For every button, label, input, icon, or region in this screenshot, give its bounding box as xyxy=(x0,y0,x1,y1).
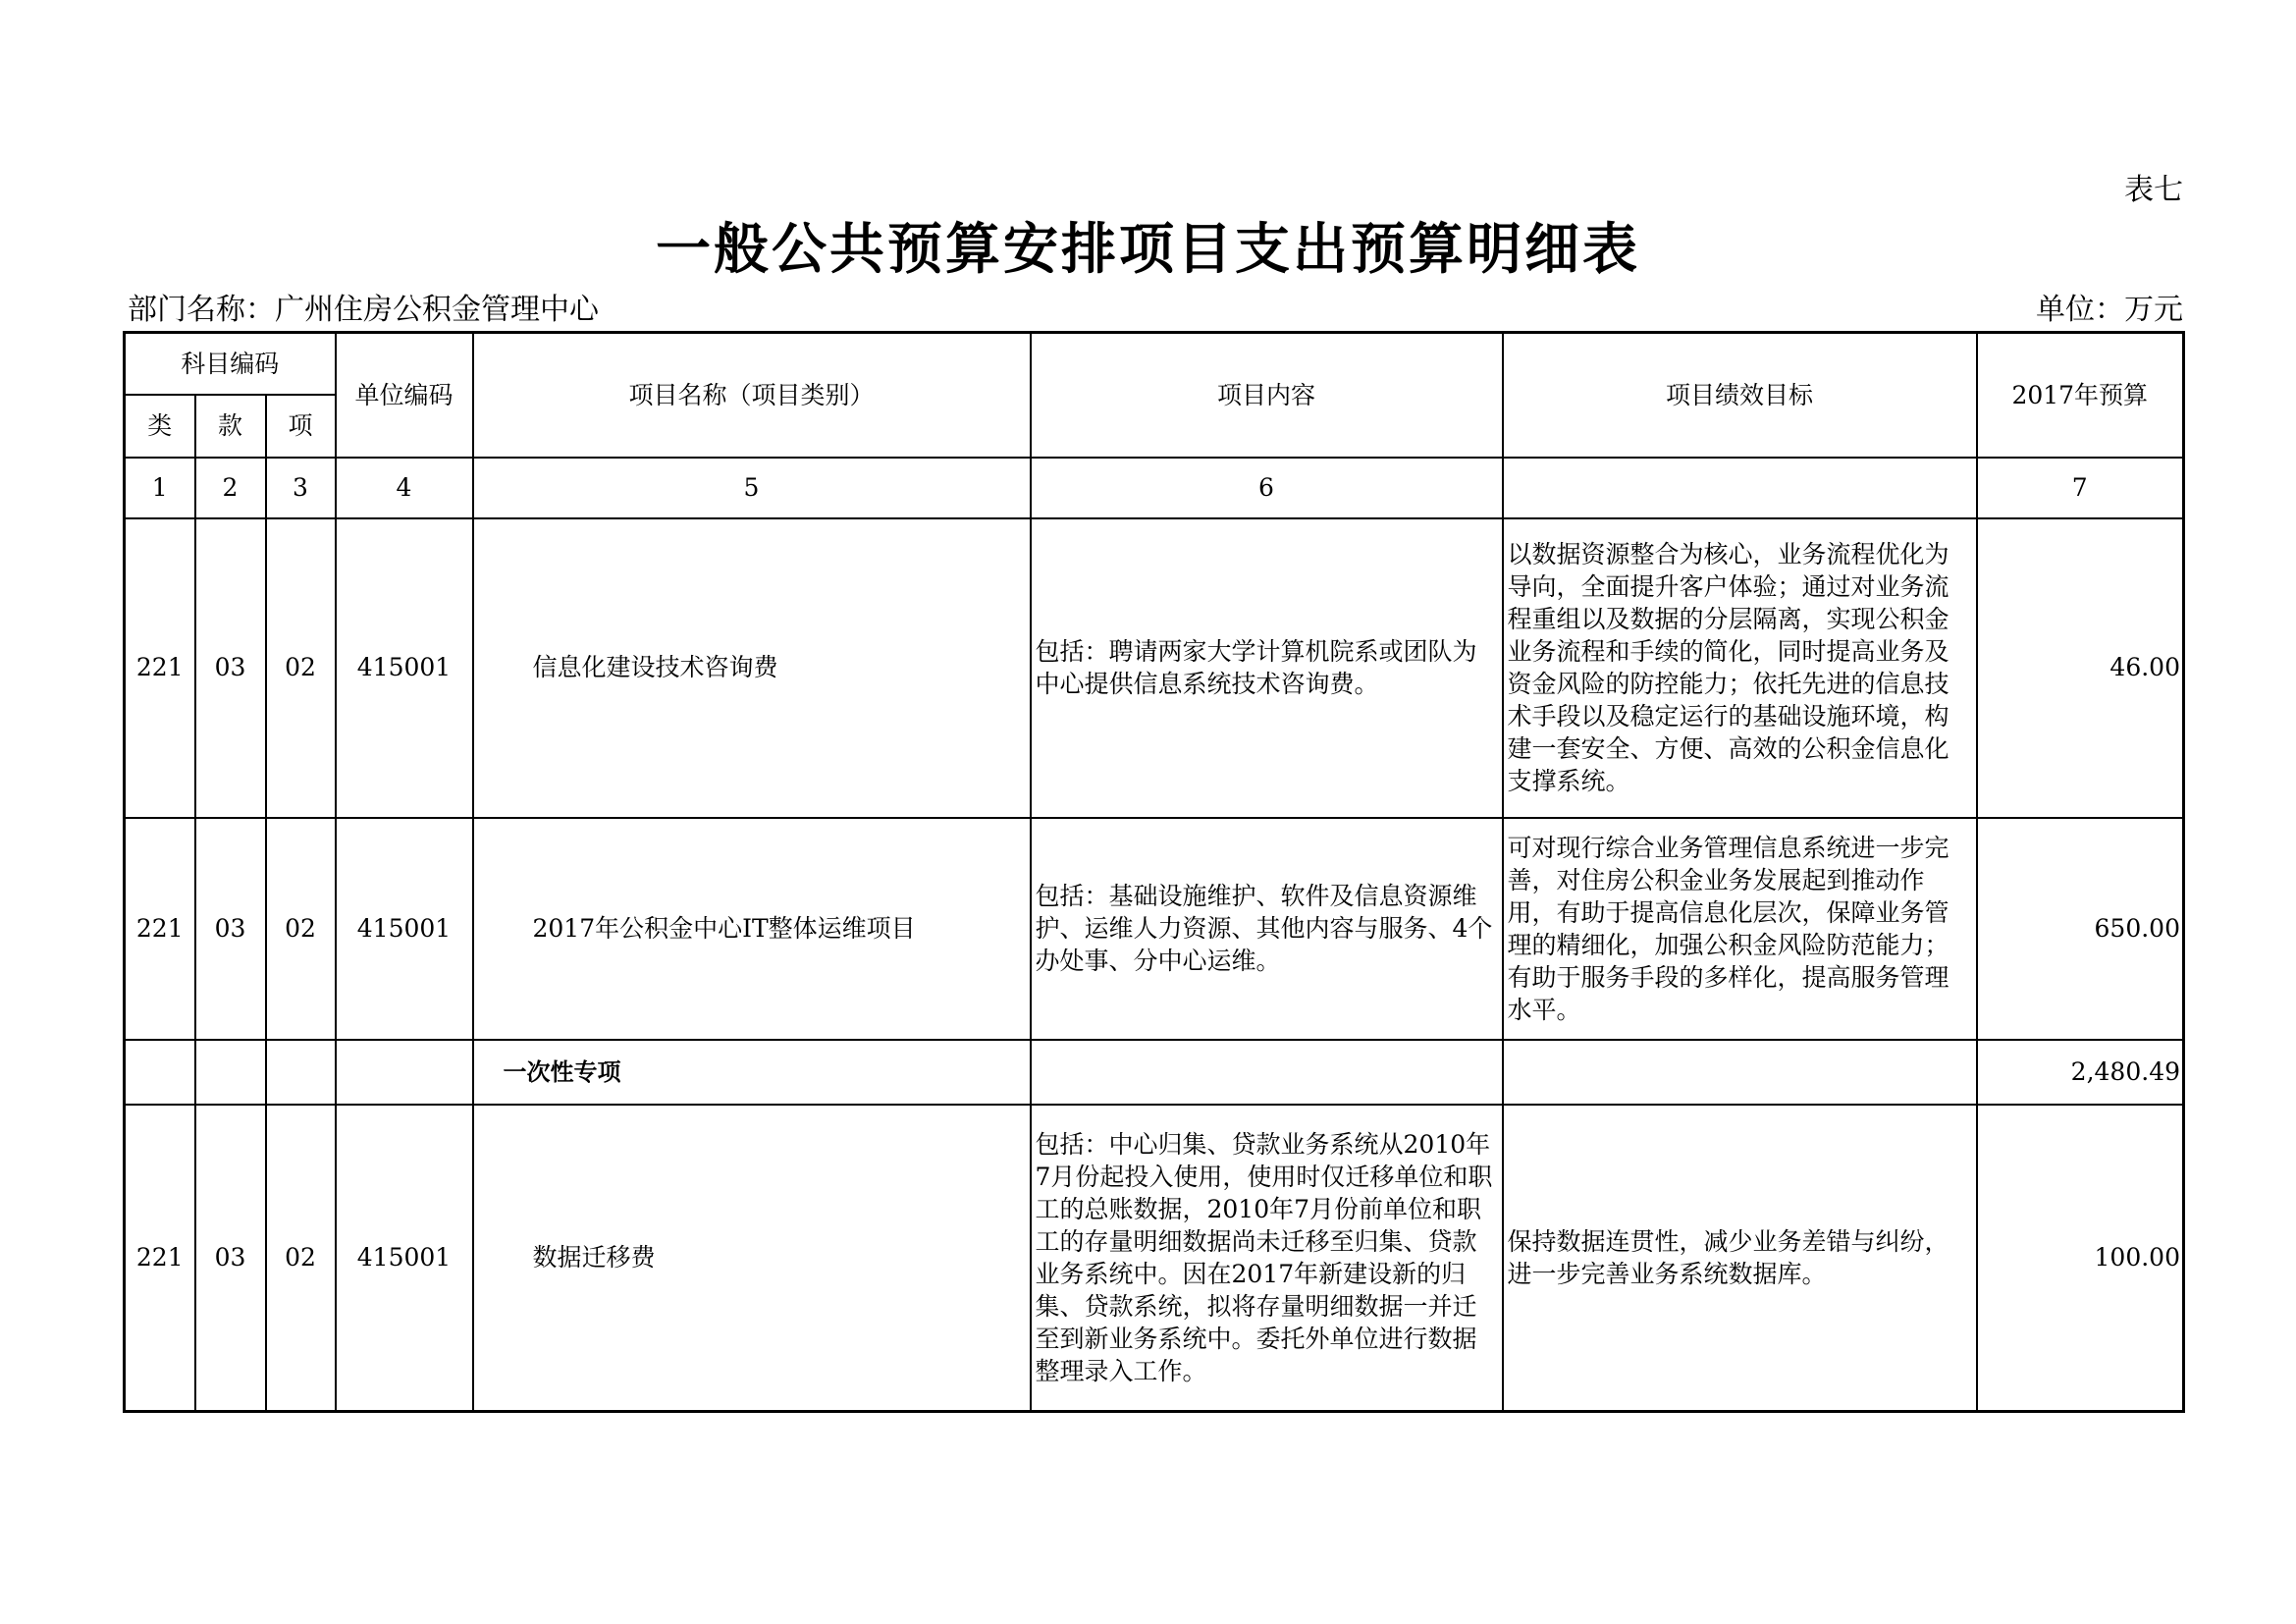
header-unit-code: 单位编码 xyxy=(336,333,473,458)
index-row xyxy=(125,458,2184,518)
index-cell: 2 xyxy=(195,458,266,518)
index-cell: 6 xyxy=(1031,458,1503,518)
header-budget: 2017年预算 xyxy=(1977,333,2184,458)
header-subject-code: 科目编码 xyxy=(125,333,336,395)
header-kuan: 款 xyxy=(195,395,266,458)
index-cell: 4 xyxy=(336,458,473,518)
index-cell: 3 xyxy=(266,458,336,518)
cell-project-name: 一次性专项 xyxy=(473,1040,1031,1105)
cell-xiang: 02 xyxy=(266,518,336,818)
cell-budget: 100.00 xyxy=(1977,1105,2184,1412)
table-row xyxy=(125,1105,2184,1412)
index-cell xyxy=(1503,458,1977,518)
cell-budget: 46.00 xyxy=(1977,518,2184,818)
header-project-content: 项目内容 xyxy=(1031,333,1503,458)
table-row xyxy=(125,818,2184,1040)
cell-unit-code: 415001 xyxy=(336,1105,473,1412)
index-cell: 5 xyxy=(473,458,1031,518)
cell-lei: 221 xyxy=(125,818,195,1040)
header-xiang: 项 xyxy=(266,395,336,458)
cell-lei: 221 xyxy=(125,518,195,818)
cell-lei: 221 xyxy=(125,1105,195,1412)
cell-performance: 以数据资源整合为核心，业务流程优化为导向，全面提升客户体验；通过对业务流程重组以及数据的分层隔离，实现公积金业务流程和手续的简化，同时提高业务及资金风险的防控能力；依托先进的信息技术手段以及稳定运行的基础设施环境，构建一套安全、方便、高效的公积金信息化支撑系统。 xyxy=(1503,518,1977,818)
unit-label: 单位：万元 xyxy=(2036,293,2183,327)
header-performance: 项目绩效目标 xyxy=(1503,333,1977,458)
page-title: 一般公共预算安排项目支出预算明细表 xyxy=(656,218,1640,282)
cell-budget: 2,480.49 xyxy=(1977,1040,2184,1105)
cell-unit-code: 415001 xyxy=(336,818,473,1040)
index-cell: 1 xyxy=(125,458,195,518)
cell-project-content xyxy=(1031,1040,1503,1105)
table-row xyxy=(125,518,2184,818)
header-lei: 类 xyxy=(125,395,195,458)
cell-budget: 650.00 xyxy=(1977,818,2184,1040)
cell-performance xyxy=(1503,1040,1977,1105)
cell-performance: 保持数据连贯性，减少业务差错与纠纷，进一步完善业务系统数据库。 xyxy=(1503,1105,1977,1412)
cell-xiang xyxy=(266,1040,336,1105)
cell-project-name: 2017年公积金中心IT整体运维项目 xyxy=(473,818,1031,1040)
cell-kuan: 03 xyxy=(195,1105,266,1412)
table-row xyxy=(125,1040,2184,1105)
cell-project-content: 包括：基础设施维护、软件及信息资源维护、运维人力资源、其他内容与服务、4个办处事、分中心运维。 xyxy=(1031,818,1503,1040)
cell-project-name: 信息化建设技术咨询费 xyxy=(473,518,1031,818)
cell-project-content: 包括：聘请两家大学计算机院系或团队为中心提供信息系统技术咨询费。 xyxy=(1031,518,1503,818)
cell-unit-code: 415001 xyxy=(336,518,473,818)
cell-performance: 可对现行综合业务管理信息系统进一步完善，对住房公积金业务发展起到推动作用，有助于提高信息化层次，保障业务管理的精细化，加强公积金风险防范能力；有助于服务手段的多样化，提高服务管理水平。 xyxy=(1503,818,1977,1040)
cell-kuan xyxy=(195,1040,266,1105)
index-cell: 7 xyxy=(1977,458,2184,518)
cell-unit-code xyxy=(336,1040,473,1105)
cell-xiang: 02 xyxy=(266,818,336,1040)
budget-table xyxy=(123,331,2185,1413)
department-name: 部门名称：广州住房公积金管理中心 xyxy=(128,293,599,327)
cell-lei xyxy=(125,1040,195,1105)
cell-kuan: 03 xyxy=(195,818,266,1040)
cell-project-name: 数据迁移费 xyxy=(473,1105,1031,1412)
cell-xiang: 02 xyxy=(266,1105,336,1412)
header-project-name: 项目名称（项目类别） xyxy=(473,333,1031,458)
table-number: 表七 xyxy=(2124,173,2183,207)
cell-project-content: 包括：中心归集、贷款业务系统从2010年7月份起投入使用，使用时仅迁移单位和职工的总账数据，2010年7月份前单位和职工的存量明细数据尚未迁移至归集、贷款业务系统中。因在2017年新建设新的归集、贷款系统，拟将存量明细数据一并迁至到新业务系统中。委托外单位进行数据整理录入工作。 xyxy=(1031,1105,1503,1412)
cell-kuan: 03 xyxy=(195,518,266,818)
